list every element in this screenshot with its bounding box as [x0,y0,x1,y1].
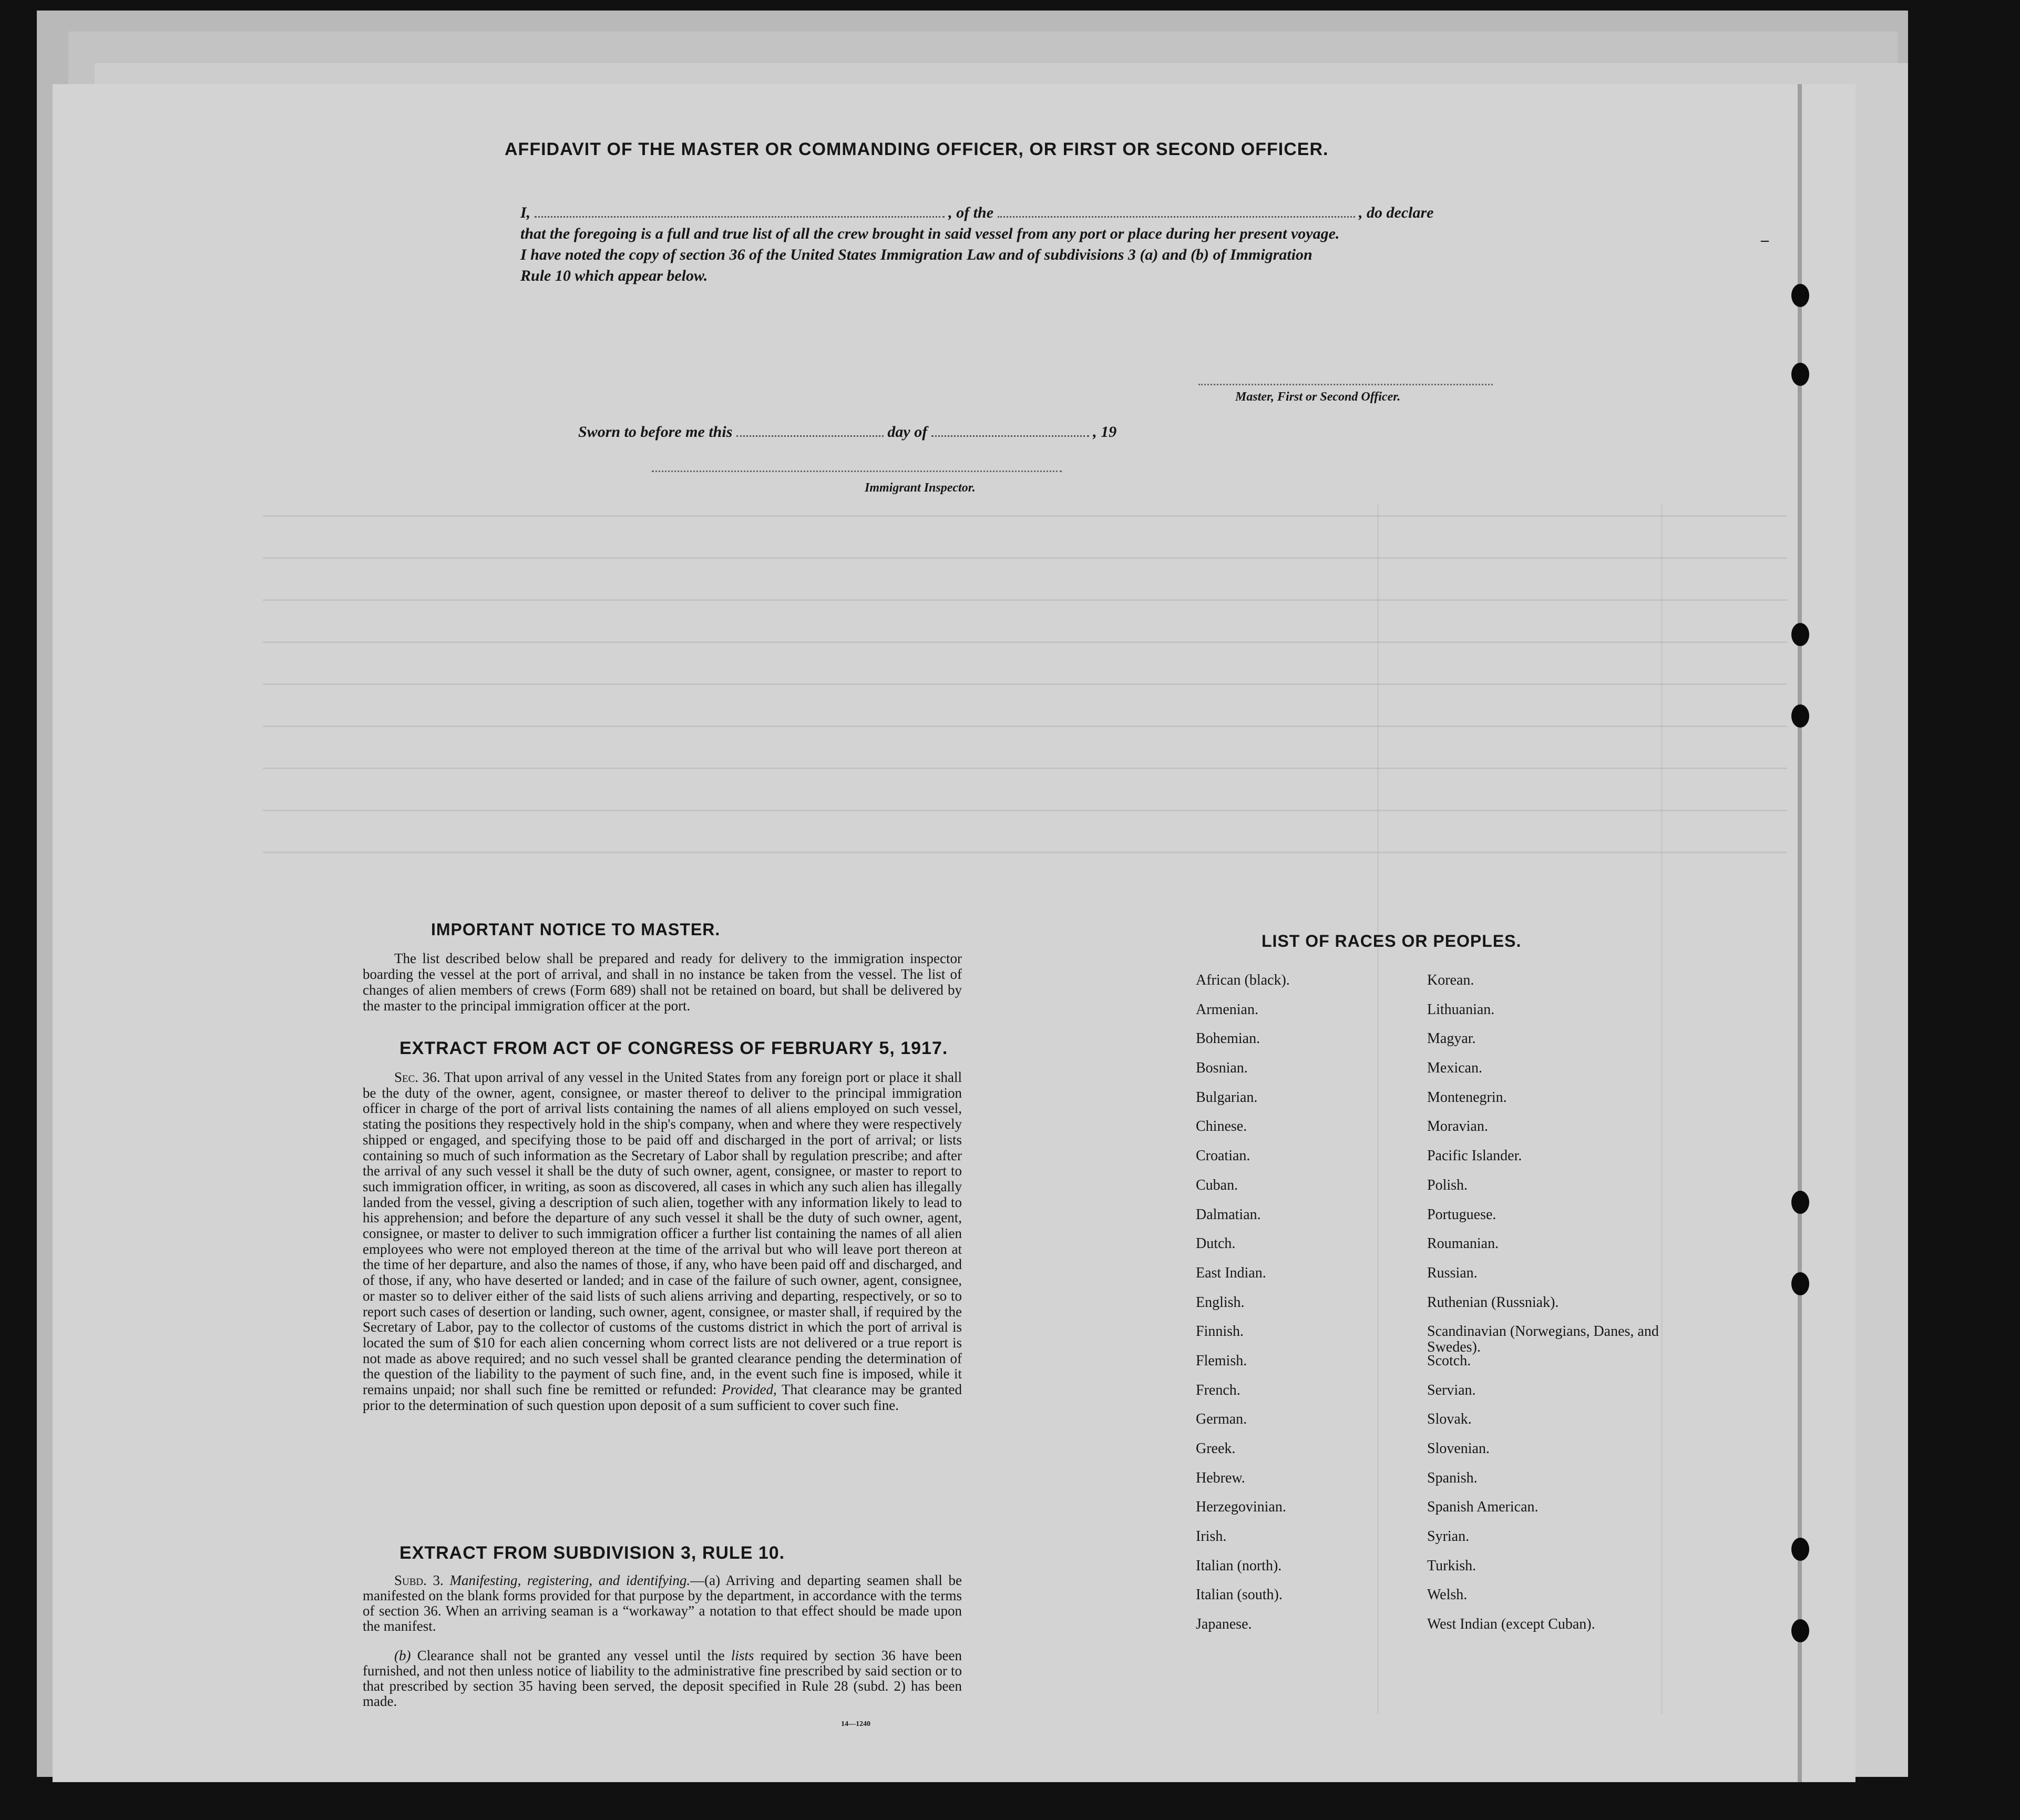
race-item: Dutch. [1196,1235,1236,1252]
subdivision-label: Subd. 3. [394,1572,444,1588]
race-item: Hebrew. [1196,1469,1245,1486]
race-item: Turkish. [1427,1557,1476,1574]
subdivision-a-body: —(a) Arriving and departing seamen shall be manifested on the blank forms provided for that purpose by the department, in accordance with the terms of section 36. When an arriving seaman is a “workaway” a notation to that effect should be made upon the manifest. [363,1572,962,1634]
notice-title: IMPORTANT NOTICE TO MASTER. [431,920,721,939]
form-number: 14—1240 [841,1720,870,1728]
race-item: Armenian. [1196,1001,1258,1018]
sworn-year-label: , 19 [1093,423,1117,441]
race-item: Bulgarian. [1196,1089,1258,1106]
race-item: Korean. [1427,972,1474,988]
punch-hole [1791,1538,1809,1561]
race-item: Welsh. [1427,1587,1468,1603]
sworn-month-blank[interactable] [931,435,1089,437]
race-item: Roumanian. [1427,1235,1499,1252]
notice-body: The list described below shall be prepared and ready for delivery to the immigration inspector boarding the vessel at the port of arrival, and shall in no instance be taken from the vessel. The list of changes of alien members of crews (Form 689) shall not be retained on board, but shall be delivered by the master to the principal immigration officer at the port. [363,950,962,1014]
officer-name-blank[interactable] [535,216,945,218]
race-item: Greek. [1196,1440,1236,1457]
subdivision-b-body: Clearance shall not be granted any vessel until the [417,1648,725,1663]
race-item: Dalmatian. [1196,1206,1261,1223]
race-item: Finnish. [1196,1323,1244,1340]
race-item: Ruthenian (Russniak). [1427,1294,1559,1311]
race-item: Scandinavian (Norwegians, Danes, and Swedes). [1427,1323,1659,1356]
affidavit-i-label: I, [520,204,531,221]
section-36-text [363,1070,962,1413]
subdivision-b-text [363,1648,962,1709]
punch-hole [1791,704,1809,728]
provided-label: Provided, [722,1382,777,1398]
affidavit-of-the-label: , of the [948,204,994,221]
sworn-prefix: Sworn to before me this [578,423,733,441]
inspector-signature-blank[interactable] [652,471,1062,472]
manifest-page [53,84,1855,1782]
sworn-day-of-label: day of [887,423,928,441]
race-item: French. [1196,1382,1240,1398]
affidavit-declare-label: , do declare [1359,204,1434,221]
race-item: Scotch. [1427,1352,1471,1369]
race-item: German. [1196,1411,1247,1428]
race-item: Pacific Islander. [1427,1148,1522,1164]
bleed-through-rule [263,852,1787,853]
master-signature-label: Master, First or Second Officer. [1235,390,1401,404]
race-item: Mexican. [1427,1060,1482,1077]
bleed-through-rule [263,768,1787,769]
races-column-2 [1427,973,1711,1646]
races-list-title: LIST OF RACES OR PEOPLES. [1262,932,1522,950]
races-column-1 [1196,973,1417,1646]
race-item: Russian. [1427,1264,1478,1281]
race-item: Italian (north). [1196,1557,1282,1574]
bleed-through-rule [263,683,1787,685]
race-item: Spanish. [1427,1469,1478,1486]
punch-hole [1791,363,1809,386]
race-item: Bosnian. [1196,1060,1248,1077]
race-item: Moravian. [1427,1118,1488,1135]
race-item: Bohemian. [1196,1030,1260,1047]
affidavit-text: Rule 10 which appear below. [520,267,708,284]
race-item: Montenegrin. [1427,1089,1507,1106]
subdivision-heading: Manifesting, registering, and identifying. [449,1572,691,1588]
bleed-through-rule [263,641,1787,643]
rule-extract-title: EXTRACT FROM SUBDIVISION 3, RULE 10. [399,1543,785,1563]
affidavit-declaration-line [520,204,1433,222]
race-item: West Indian (except Cuban). [1427,1616,1595,1633]
affidavit-text: I have noted the copy of section 36 of the United States Immigration Law and of subdivisions 3 (a) and (b) of Immigration [520,246,1313,263]
race-item: Herzegovinian. [1196,1499,1286,1516]
punch-hole [1791,1619,1809,1642]
race-item: Servian. [1427,1382,1476,1398]
subdivision-a-text [363,1573,962,1634]
race-item: Lithuanian. [1427,1001,1495,1018]
race-item: Polish. [1427,1177,1468,1193]
inspector-label: Immigrant Inspector. [865,481,976,495]
bleed-through-rule [263,557,1787,559]
bleed-through-rule [263,599,1787,601]
race-item: English. [1196,1294,1245,1311]
race-item: African (black). [1196,972,1290,988]
bleed-through-rule [263,725,1787,727]
section-36-body-end: That clearance may be granted prior to the determination of such question upon deposit of a sum sufficient to cover such fine. [363,1382,962,1413]
race-item: Japanese. [1196,1616,1252,1633]
affidavit-title: AFFIDAVIT OF THE MASTER OR COMMANDING OFFICER, OR FIRST OR SECOND OFFICER. [505,139,1329,159]
sheet-edge [1798,84,1802,1782]
punch-hole [1791,1191,1809,1214]
race-item: Croatian. [1196,1148,1250,1164]
race-item: Cuban. [1196,1177,1238,1193]
race-item: Flemish. [1196,1352,1247,1369]
race-item: Spanish American. [1427,1499,1539,1516]
master-signature-blank[interactable] [1198,384,1493,385]
section-36-body: That upon arrival of any vessel in the United States from any foreign port or place it shall be the duty of the owner, agent, consignee, or master thereof to deliver to the principal immigration officer in charge of the port of arrival lists containing the names of all aliens employed on such vessel, stating the positions they respectively hold in the ship's company, when and where they were respectively shipped or engaged, and specifying those to be paid off and discharged in the port of arrival; or lists containing so much of such information as the Secretary of Labor shall by regulation prescribe; and after the arrival of any such vessel it shall be the duty of such owner, agent, consignee, or master to report to such immigration officer, in writing, as soon as discovered, all cases in which any such alien has illegally landed from the vessel, giving a description of such alien, together with any information likely to lead to his apprehension; and before the departure of any such vessel it shall be the duty of such owner, agent, consignee, or master to deliver to such immigration officer a further list containing the names of all alien employees who were not employed thereon at the time of the arrival but who will leave port thereon at the time of her departure, and also the names of those, if any, who have been paid off and discharged, and of those, if any, who have deserted or landed; and in case of the failure of such owner, agent, consignee, or master so to deliver either of the said lists of such aliens arriving and departing, respectively, or so to report such cases of desertion or landing, such owner, agent, consignee, or master shall, if required by the Secretary of Labor, pay to the collector of customs of the customs district in which the port of arrival is located the sum of $10 for each alien concerning whom correct lists are not delivered or a true report is not made as above required; and no such vessel shall be granted clearance pending the determination of the question of the liability to the payment of such fine, and, in the event such fine is imposed, while it remains unpaid; nor shall such fine be remitted or refunded: [363,1069,962,1398]
race-item: Chinese. [1196,1118,1247,1135]
bleed-through-rule [263,810,1787,811]
race-item: Slovenian. [1427,1440,1490,1457]
race-item: Portuguese. [1427,1206,1496,1223]
race-item: Syrian. [1427,1528,1470,1545]
race-item: Italian (south). [1196,1587,1283,1603]
race-item: Slovak. [1427,1411,1472,1428]
margin-mark: – [1761,231,1769,249]
sworn-day-blank[interactable] [736,435,884,437]
bleed-through-rule [263,515,1787,517]
vessel-name-blank[interactable] [998,216,1355,218]
subdivision-b-lists: lists [731,1648,754,1663]
punch-hole [1791,1272,1809,1295]
punch-hole [1791,623,1809,646]
subdivision-b-body-end: required by section 36 have been furnished, and not then unless notice of liability to the administrative fine prescribed by said section or to that prescribed by section 35 having been served, the deposit specified in Rule 28 (subd. 2) has been made. [363,1648,962,1709]
race-item: Magyar. [1427,1030,1476,1047]
affidavit-text: that the foregoing is a full and true list of all the crew brought in said vessel from any port or place during her present voyage. [520,225,1340,242]
act-extract-title: EXTRACT FROM ACT OF CONGRESS OF FEBRUARY 5, 1917. [399,1038,948,1058]
punch-hole [1791,284,1809,307]
sworn-line [578,423,1116,441]
race-item: Irish. [1196,1528,1227,1545]
race-item: East Indian. [1196,1264,1266,1281]
subdivision-b-label: (b) [394,1648,411,1663]
section-label: Sec. 36. [394,1069,440,1085]
